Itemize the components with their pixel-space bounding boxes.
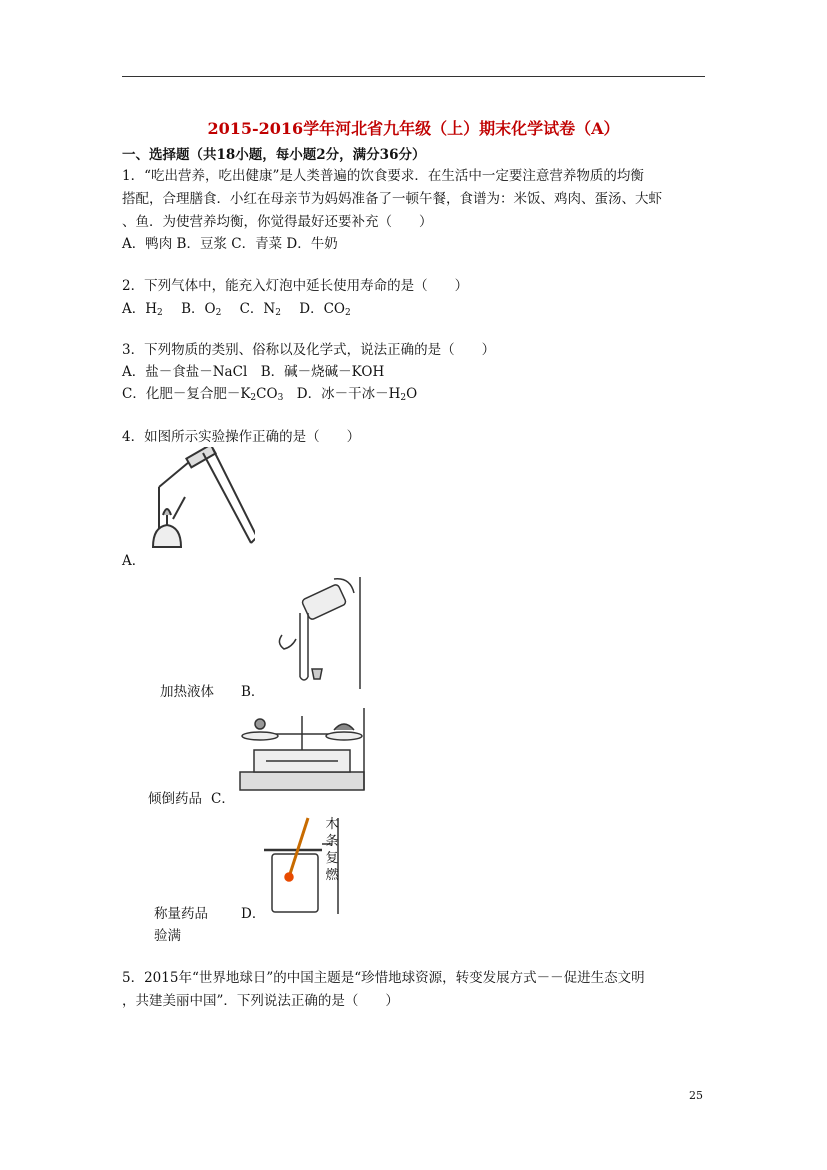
q4-stem: 4．如图所示实验操作正确的是（ ） — [122, 429, 361, 445]
q4-option-a: A． — [122, 553, 146, 569]
q2-option-d: D．CO — [299, 301, 346, 317]
q2-stem: 2．下列气体中，能充入灯泡中延长使用寿命的是（ ） — [122, 278, 469, 294]
q5-line-1: 5．2015年“世界地球日”的中国主题是“珍惜地球资源，转变发展方式－－促进生态文明 — [122, 970, 645, 986]
figure-balance — [236, 706, 368, 796]
q1-line-1: 1．“吃出营养，吃出健康”是人类普遍的饮食要求．在生活中一定要注意营养物质的均衡 — [122, 168, 644, 184]
q1-options: A．鸭肉 B．豆浆 C．青菜 D．牛奶 — [122, 236, 338, 252]
q4-option-d: D． — [241, 906, 266, 922]
figure-heating-liquid — [145, 447, 255, 555]
q5-line-2: ，共建美丽中国”．下列说法正确的是（ ） — [122, 993, 399, 1009]
page-title: 2015-2016学年河北省九年级（上）期末化学试卷（A） — [207, 119, 620, 138]
q4-caption-b: 倾倒药品 — [148, 791, 202, 807]
q2-option-b: B．O — [181, 301, 216, 317]
header-rule — [122, 76, 705, 77]
q1-line-3: 、鱼．为使营养均衡，你觉得最好还要补充（ ） — [122, 214, 433, 230]
q2-option-c: C．N — [239, 301, 276, 317]
q1-line-2: 搭配，合理膳食．小红在母亲节为妈妈准备了一顿午餐，食谱为：米饭、鸡肉、蛋汤、大虾 — [122, 191, 662, 207]
q2-options: A．$H_2$ B．$O_2$ C．$N_2$ D．$CO_2$ — [122, 301, 351, 318]
page-number: 25 — [689, 1089, 703, 1102]
q3-stem: 3．下列物质的类别、俗称以及化学式，说法正确的是（ ） — [122, 342, 496, 358]
q4-caption-c: 称量药品 — [154, 906, 208, 922]
q2-option-a: A．H — [122, 301, 158, 317]
q4-caption-a: 加热液体 — [160, 684, 214, 700]
section-heading: 一、选择题（共18小题，每小题2分，满分36分） — [122, 147, 426, 163]
q4-option-c: C． — [211, 791, 235, 807]
q4-caption-d: 验满 — [154, 928, 181, 944]
figure-d-label: 木 条 复 燃 — [325, 817, 339, 883]
q4-option-b: B． — [241, 684, 265, 700]
figure-pouring-reagent — [262, 573, 364, 691]
q3-options-cd: C．化肥－复合肥$-K_2CO_3$ D．冰－干冰$-H_2O$ — [122, 386, 418, 403]
q3-options-ab: A．盐－食盐－NaCl B．碱－烧碱－KOH — [122, 364, 385, 380]
